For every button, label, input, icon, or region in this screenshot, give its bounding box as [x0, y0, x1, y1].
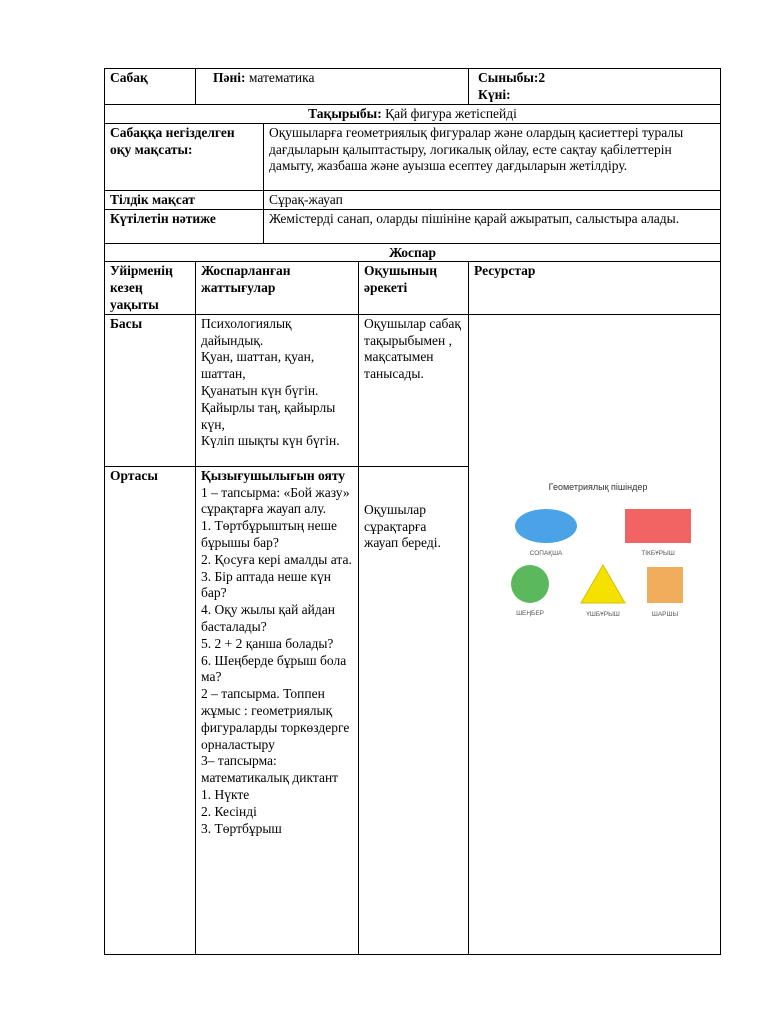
rectangle-icon	[625, 509, 691, 543]
resources-cell	[469, 314, 721, 954]
language-goal-value: Сұрақ-жауап	[264, 190, 721, 209]
subject-label: Пәні:	[213, 70, 246, 85]
col-header-stage: Уйірменің кезең уақыты	[105, 262, 196, 314]
stage-middle: Ортасы	[105, 466, 196, 954]
subject-cell	[196, 69, 469, 105]
square-label: ШАРШЫ	[651, 610, 679, 618]
geometric-shapes-image	[475, 471, 721, 643]
activity-middle	[359, 466, 469, 954]
ellipse-icon	[515, 509, 577, 543]
objective-value: Оқушыларға геометриялық фигуралар және олардың қасиеттері туралы дағдыларын қалыптастыру, логикалық ойлау, есте сақтау қабілеттерін дамыту, жазбаша және ауызша есептеу дағдыларын жетілдіру.	[264, 123, 721, 190]
stage-start: Басы	[105, 314, 196, 466]
circle-label: ШЕҢБЕР	[516, 609, 544, 617]
lesson-plan-table	[104, 68, 721, 955]
activity-start: Оқушылар сабақ тақырыбымен , мақсатымен танысады.	[359, 314, 469, 466]
topic-label: Тақырыбы:	[308, 106, 382, 121]
triangle-label: ҮШБҰРЫШ	[586, 610, 620, 618]
class-label: Сыныбы:2	[478, 70, 546, 85]
expected-result-label: Күтілетін нәтиже	[105, 209, 264, 243]
col-header-activity: Оқушының әрекеті	[359, 262, 469, 314]
subject-value: математика	[248, 70, 315, 85]
shapes-image-title: Геометриялық пішіндер	[548, 481, 648, 492]
exercises-middle-list: 1 – тапсырма: «Бой жазу» сұрақтарға жауап алу. 1. Төртбұрыштың неше бұрышы бар? 2. Қосуға кері амалды ата. 3. Бір аптада неше күн бар? 4. Оқу жылы қай айдан басталады? 5. 2 + 2 қанша болады? 6. Шеңберде бұрыш бола ма? 2 – тапсырма. Топпен жұмыс : геометриялық фигураларды торкөздерге орналастыру 3– тапсырма: математикалық диктант 1. Нүкте 2. Кесінді 3. Төртбұрыш	[201, 484, 352, 836]
square-icon	[647, 567, 683, 603]
lesson-label: Сабақ	[105, 69, 196, 105]
lesson-plan	[104, 68, 720, 955]
expected-result-value: Жемістерді санап, оларды пішініне қарай ажыратып, салыстыра алады.	[264, 209, 721, 243]
exercises-middle	[196, 466, 359, 954]
topic-value: Қай фигура жетіспейді	[385, 106, 517, 121]
language-goal-label: Тілдік мақсат	[105, 190, 264, 209]
exercises-middle-title: Қызығушылығын ояту	[201, 467, 346, 483]
date-label: Күні:	[478, 86, 511, 102]
activity-middle-text: Оқушылар сұрақтарға жауап береді.	[364, 501, 441, 551]
col-header-exercises: Жоспарланған жаттығулар	[196, 262, 359, 314]
ellipse-label: СОПАҚША	[529, 549, 563, 557]
rectangle-label: ТІКБҰРЫШ	[641, 549, 675, 557]
col-header-resources: Ресурстар	[469, 262, 721, 314]
triangle-icon	[579, 563, 627, 605]
circle-icon	[511, 565, 549, 603]
topic-cell	[105, 105, 721, 124]
plan-title: Жоспар	[105, 243, 721, 262]
objective-label: Сабаққа негізделген оқу мақсаты:	[105, 123, 264, 190]
exercises-start: Психологиялық дайындық. Қуан, шаттан, қуан, шаттан, Қуанатын күн бүгін. Қайырлы таң, қайырлы күн, Күліп шықты күн бүгін.	[196, 314, 359, 466]
class-cell	[469, 69, 721, 105]
